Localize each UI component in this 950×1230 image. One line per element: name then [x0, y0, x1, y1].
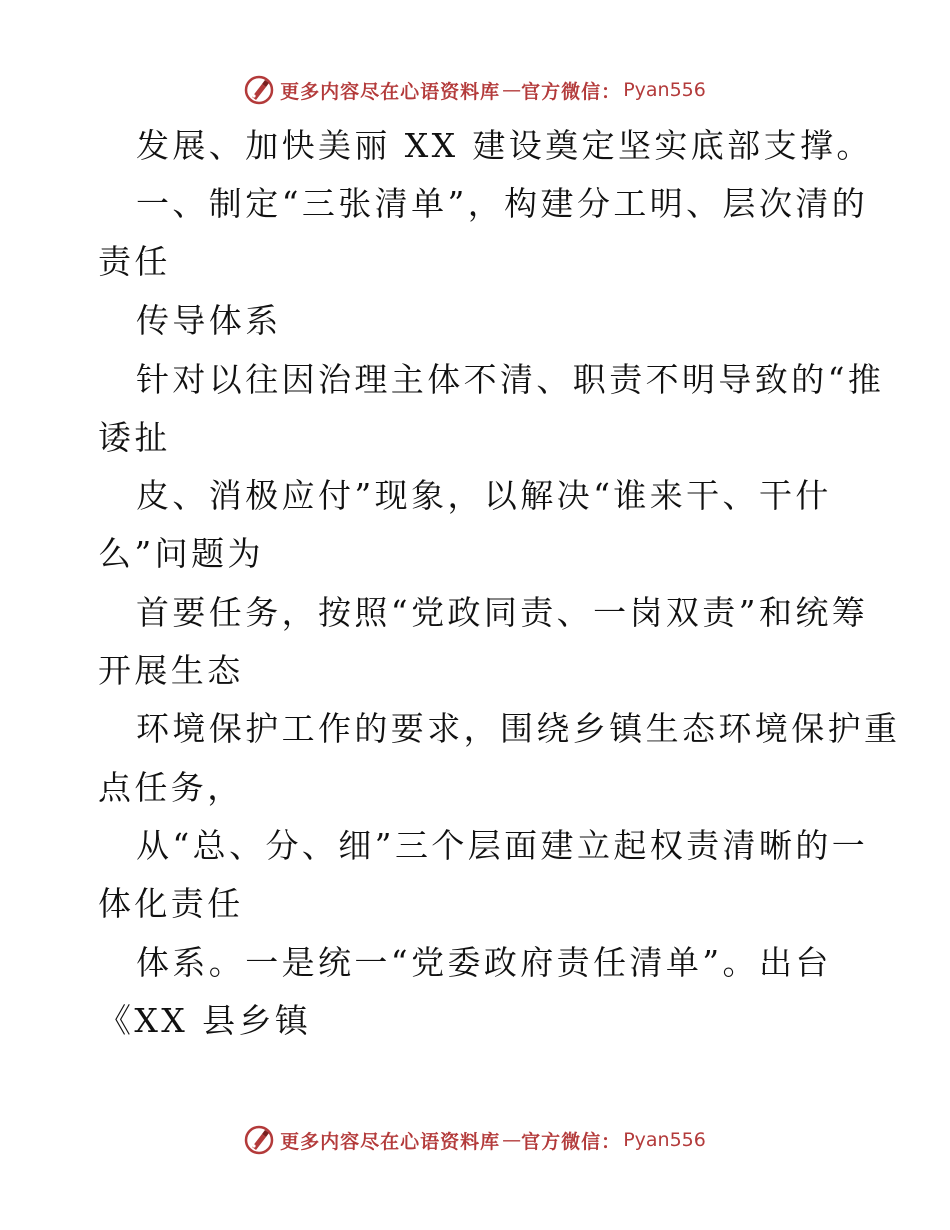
body-line: 从“总、分、细”三个层面建立起权责清晰的一 [136, 826, 869, 865]
body-line: 么”问题为 [98, 534, 264, 573]
banner-wechat-id: Pyan556 [623, 1129, 706, 1151]
body-line: 诿扯 [98, 418, 171, 457]
banner-site-text: 更多内容尽在心语资料库 [280, 80, 501, 103]
footer-banner [0, 1122, 950, 1158]
body-line: 皮、消极应付”现象，以解决“谁来干、干什 [136, 476, 832, 515]
body-line: 开展生态 [98, 651, 244, 690]
banner-wechat-label: 官方微信： [521, 80, 622, 103]
banner-dash: — [502, 1129, 520, 1151]
banner-wechat-id: Pyan556 [623, 79, 706, 101]
pen-logo-icon [244, 1125, 274, 1155]
pen-logo-icon [244, 75, 274, 105]
body-line: 首要任务，按照“党政同责、一岗双责”和统筹 [136, 593, 869, 632]
body-line: 责任 [98, 242, 171, 281]
body-line: 针对以往因治理主体不清、职责不明导致的“推 [136, 360, 885, 399]
body-line: 体化责任 [98, 884, 244, 923]
body-line: 发展、加快美丽 XX 建设奠定坚实底部支撑。 [136, 126, 873, 165]
banner-site-text: 更多内容尽在心语资料库 [280, 1130, 501, 1153]
banner-wechat-label: 官方微信： [521, 1130, 622, 1153]
body-line: 《XX 县乡镇 [98, 1001, 312, 1040]
body-line: 一、制定“三张清单”，构建分工明、层次清的 [136, 184, 869, 223]
banner-dash: — [502, 79, 520, 101]
body-line: 点任务， [98, 768, 244, 807]
body-line: 环境保护工作的要求，围绕乡镇生态环境保护重 [136, 709, 901, 748]
body-line: 传导体系 [136, 301, 282, 340]
body-line: 体系。一是统一“党委政府责任清单”。出台 [136, 943, 832, 982]
header-banner [0, 72, 950, 108]
